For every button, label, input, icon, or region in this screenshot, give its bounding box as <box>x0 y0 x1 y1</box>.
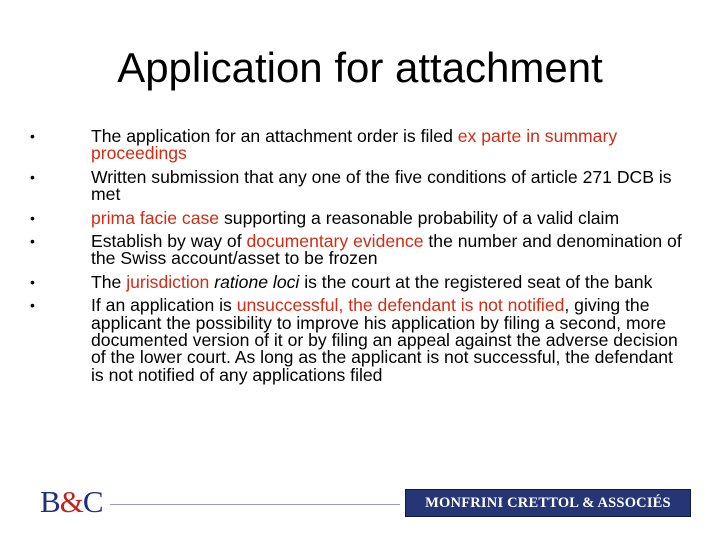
firm-name-banner: MONFRINI CRETTOL & ASSOCIÉS <box>405 489 691 517</box>
bullet-text: Written submission that any one of the five conditions of article 271 DCB is met <box>91 166 672 205</box>
slide-title: Application for attachment <box>117 44 603 91</box>
bullet-text: , giving the applicant the possibility to improve his application by filing a second, more documented version of it or by filing an appeal against the adverse decision of the lower court. As long as the applicant is not successful, the defendant is not notified of any applications filed <box>91 295 678 385</box>
highlighted-text: ex parte in summary proceedings <box>91 126 618 164</box>
bullet-item <box>30 166 690 205</box>
bullet-dot-icon: • <box>30 209 35 226</box>
bullet-item <box>30 128 690 163</box>
bullet-text: If an application is <box>91 295 237 316</box>
bullet-item <box>30 271 690 292</box>
bullet-text: supporting a reasonable probability of a valid claim <box>219 207 620 228</box>
highlighted-text: jurisdiction <box>126 271 210 292</box>
bc-logo <box>40 486 103 517</box>
italic-text: ratione loci <box>214 271 300 292</box>
bullet-dot-icon: • <box>30 128 35 144</box>
bullet-item <box>30 233 690 268</box>
logo-letter-b: B <box>40 484 60 519</box>
bullet-text: the number and denomination of the Swiss account/asset to be frozen <box>91 231 682 269</box>
bullet-dot-icon: • <box>30 168 35 185</box>
highlighted-text: prima facie case <box>91 207 220 228</box>
logo-letter-c: C <box>82 484 103 519</box>
highlighted-text: documentary evidence <box>246 231 424 252</box>
footer-divider <box>110 504 400 505</box>
bullet-list <box>30 128 690 390</box>
highlighted-text: unsuccessful, the defendant is not notified <box>236 295 565 316</box>
bullet-text: is the court at the registered seat of the bank <box>299 271 653 292</box>
bullet-item <box>30 207 690 228</box>
bullet-dot-icon: • <box>30 233 35 250</box>
bullet-text: The application for an attachment order is filed <box>91 126 458 146</box>
bullet-dot-icon: • <box>30 297 35 314</box>
bullet-dot-icon: • <box>30 273 35 290</box>
bullet-item <box>30 297 690 383</box>
bullet-text: The <box>91 271 127 292</box>
bullet-text: Establish by way of <box>91 231 247 252</box>
logo-ampersand: & <box>59 484 83 519</box>
